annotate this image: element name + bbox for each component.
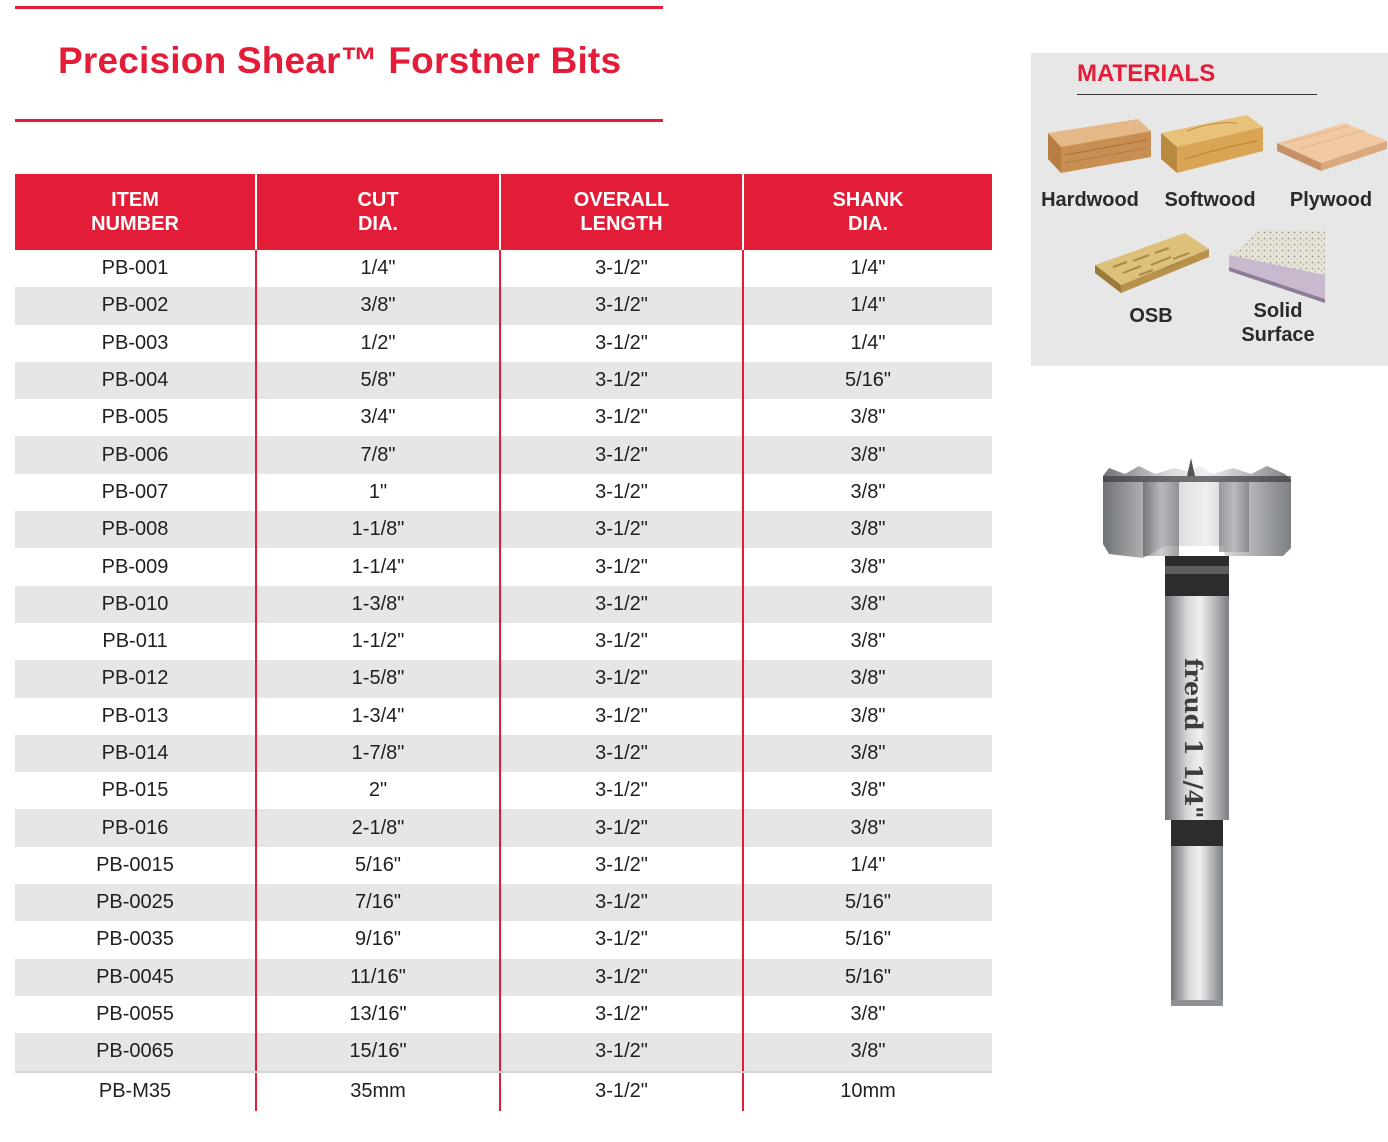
- table-row: [15, 735, 992, 772]
- table-header: [15, 174, 992, 250]
- cell-shank-dia: 3/8": [850, 480, 886, 503]
- header-cut-dia: CUT DIA.: [257, 174, 501, 250]
- cell-cut-dia: 1-1/2": [257, 623, 501, 660]
- cell-overall-length: 3-1/2": [501, 325, 744, 362]
- cell-item-number: PB-001: [15, 250, 257, 287]
- cell-overall-length: 3-1/2": [501, 996, 744, 1033]
- plywood-image: [1275, 117, 1387, 173]
- cell-item-number: PB-005: [15, 399, 257, 436]
- cell-item-number: PB-012: [15, 660, 257, 697]
- cell-cut-dia: 1-1/4": [257, 548, 501, 585]
- table-row: [15, 1071, 992, 1111]
- table-row: [15, 959, 992, 996]
- cell-overall-length: 3-1/2": [501, 1033, 744, 1070]
- cell-cut-dia: 35mm: [257, 1073, 501, 1111]
- cell-item-number: PB-008: [15, 511, 257, 548]
- cell-cut-dia: 1-5/8": [257, 660, 501, 697]
- cell-overall-length: 3-1/2": [501, 959, 744, 996]
- table-row: [15, 474, 992, 511]
- material-plywood: Plywood: [1289, 189, 1373, 211]
- material-softwood: Softwood: [1164, 189, 1256, 211]
- table-row: [15, 399, 992, 436]
- cell-shank-dia: 3/8": [850, 443, 886, 466]
- material-osb: OSB: [1129, 305, 1173, 327]
- cell-item-number: PB-011: [15, 623, 257, 660]
- cell-overall-length: 3-1/2": [501, 623, 744, 660]
- cell-item-number: PB-015: [15, 772, 257, 809]
- cell-overall-length: 3-1/2": [501, 847, 744, 884]
- table-row: [15, 325, 992, 362]
- table-row: [15, 809, 992, 846]
- cell-shank-dia: 1/4": [850, 853, 886, 876]
- cell-shank-dia: 3/8": [850, 1040, 886, 1063]
- cell-cut-dia: 9/16": [257, 921, 501, 958]
- cell-cut-dia: 5/16": [257, 847, 501, 884]
- osb-image: [1093, 231, 1211, 295]
- cell-cut-dia: 1-1/8": [257, 511, 501, 548]
- table-row: [15, 362, 992, 399]
- cell-overall-length: 3-1/2": [501, 1073, 744, 1111]
- cell-item-number: PB-003: [15, 325, 257, 362]
- table-row: [15, 660, 992, 697]
- top-rule: [15, 6, 663, 9]
- cell-item-number: PB-0065: [15, 1033, 257, 1070]
- cell-cut-dia: 1/4": [257, 250, 501, 287]
- cell-shank-dia: 1/4": [850, 294, 886, 317]
- softwood-image: [1157, 111, 1267, 177]
- table-row: [15, 548, 992, 585]
- table-row: [15, 436, 992, 473]
- cell-overall-length: 3-1/2": [501, 362, 744, 399]
- table-row: [15, 1033, 992, 1070]
- cell-cut-dia: 2": [257, 772, 501, 809]
- cell-cut-dia: 1-3/4": [257, 698, 501, 735]
- cell-cut-dia: 1-3/8": [257, 586, 501, 623]
- cell-item-number: PB-009: [15, 548, 257, 585]
- cell-shank-dia: 3/8": [850, 518, 886, 541]
- material-hardwood: Hardwood: [1041, 189, 1139, 211]
- header-overall-length: OVERALL LENGTH: [501, 174, 744, 250]
- cell-item-number: PB-010: [15, 586, 257, 623]
- cell-item-number: PB-007: [15, 474, 257, 511]
- cell-cut-dia: 1/2": [257, 325, 501, 362]
- cell-overall-length: 3-1/2": [501, 436, 744, 473]
- cell-cut-dia: 15/16": [257, 1033, 501, 1070]
- cell-cut-dia: 1": [257, 474, 501, 511]
- cell-shank-dia: 3/8": [850, 592, 886, 615]
- cell-item-number: PB-M35: [15, 1073, 257, 1111]
- table-row: [15, 698, 992, 735]
- cell-shank-dia: 3/8": [850, 630, 886, 653]
- cell-shank-dia: 5/16": [844, 965, 892, 988]
- cell-item-number: PB-004: [15, 362, 257, 399]
- table-row: [15, 996, 992, 1033]
- table-row: [15, 287, 992, 324]
- cell-cut-dia: 7/8": [257, 436, 501, 473]
- cell-overall-length: 3-1/2": [501, 399, 744, 436]
- cell-cut-dia: 7/16": [257, 884, 501, 921]
- cell-overall-length: 3-1/2": [501, 698, 744, 735]
- cell-cut-dia: 3/4": [257, 399, 501, 436]
- material-solid-surface: Solid Surface: [1241, 300, 1315, 346]
- cell-overall-length: 3-1/2": [501, 586, 744, 623]
- header-shank-dia: SHANK DIA.: [832, 189, 904, 235]
- cell-item-number: PB-006: [15, 436, 257, 473]
- cell-cut-dia: 1-7/8": [257, 735, 501, 772]
- spec-table: [15, 174, 992, 1111]
- cell-item-number: PB-0015: [15, 847, 257, 884]
- cell-overall-length: 3-1/2": [501, 548, 744, 585]
- cell-shank-dia: 3/8": [850, 1003, 886, 1026]
- cell-item-number: PB-0055: [15, 996, 257, 1033]
- title-underline: [15, 119, 663, 122]
- cell-shank-dia: 3/8": [850, 742, 886, 764]
- cell-overall-length: 3-1/2": [501, 772, 744, 809]
- cell-overall-length: 3-1/2": [501, 511, 744, 548]
- table-body: [15, 250, 992, 1111]
- cell-cut-dia: 3/8": [257, 287, 501, 324]
- table-row: [15, 586, 992, 623]
- table-row: [15, 511, 992, 548]
- cell-item-number: PB-0025: [15, 884, 257, 921]
- bit-engraving: freud 1 1/4": [1179, 658, 1208, 819]
- materials-panel: [1031, 53, 1388, 366]
- cell-overall-length: 3-1/2": [501, 474, 744, 511]
- cell-cut-dia: 11/16": [257, 959, 501, 996]
- cell-cut-dia: 13/16": [257, 996, 501, 1033]
- cell-overall-length: 3-1/2": [501, 660, 744, 697]
- cell-overall-length: 3-1/2": [501, 921, 744, 958]
- table-row: [15, 884, 992, 921]
- header-item-number: ITEM NUMBER: [15, 174, 257, 250]
- cell-overall-length: 3-1/2": [501, 250, 744, 287]
- cell-shank-dia: 1/4": [850, 331, 886, 354]
- cell-shank-dia: 5/16": [844, 891, 892, 914]
- cell-shank-dia: 3/8": [850, 704, 886, 727]
- cell-overall-length: 3-1/2": [501, 809, 744, 846]
- solid-surface-image: [1221, 225, 1329, 303]
- cell-shank-dia: 1/4": [850, 257, 886, 280]
- table-row: [15, 250, 992, 287]
- cell-cut-dia: 5/8": [257, 362, 501, 399]
- cell-item-number: PB-016: [15, 809, 257, 846]
- table-row: [15, 847, 992, 884]
- cell-shank-dia: 3/8": [850, 406, 886, 429]
- cell-overall-length: 3-1/2": [501, 884, 744, 921]
- cell-shank-dia: 5/16": [844, 928, 892, 951]
- cell-item-number: PB-014: [15, 735, 257, 772]
- page-title: Precision Shear™ Forstner Bits: [58, 40, 622, 81]
- cell-shank-dia: 10mm: [840, 1080, 896, 1103]
- table-row: [15, 921, 992, 958]
- cell-shank-dia: 3/8": [850, 816, 886, 839]
- forstner-bit-image: [1095, 448, 1295, 1013]
- cell-item-number: PB-0045: [15, 959, 257, 996]
- cell-overall-length: 3-1/2": [501, 287, 744, 324]
- cell-shank-dia: 5/16": [844, 369, 892, 392]
- cell-item-number: PB-013: [15, 698, 257, 735]
- materials-title: MATERIALS: [1077, 60, 1216, 87]
- cell-item-number: PB-002: [15, 287, 257, 324]
- materials-underline: [1077, 94, 1317, 95]
- cell-item-number: PB-0035: [15, 921, 257, 958]
- table-row: [15, 623, 992, 660]
- cell-overall-length: 3-1/2": [501, 735, 744, 772]
- cell-shank-dia: 3/8": [850, 667, 886, 690]
- cell-shank-dia: 3/8": [850, 555, 886, 578]
- hardwood-image: [1043, 115, 1153, 177]
- table-row: [15, 772, 992, 809]
- cell-shank-dia: 3/8": [850, 779, 886, 802]
- cell-cut-dia: 2-1/8": [257, 809, 501, 846]
